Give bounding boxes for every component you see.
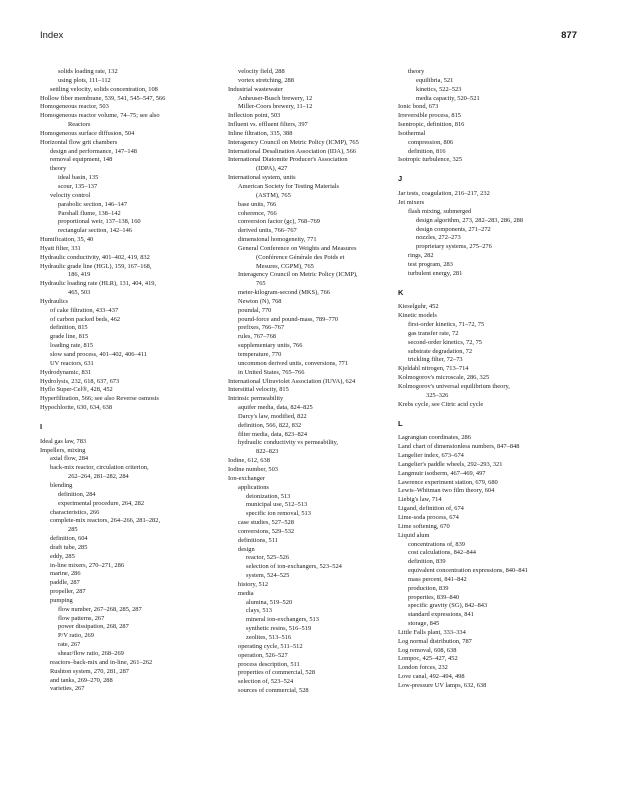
index-subentry: standard expressions, 841 [408, 611, 474, 619]
index-subentry: compression, 806 [408, 138, 454, 146]
index-subentry: temperature, 770 [238, 351, 282, 358]
index-entry: Isotropic turbulence, 325 [398, 156, 463, 164]
index-subentry: P/V ratio, 269 [58, 632, 94, 640]
index-subentry: theory [50, 165, 67, 173]
index-subentry: Anheuser-Busch brewery, 12 [238, 94, 313, 102]
index-subentry: Miller-Coors brewery, 11–12 [238, 103, 313, 111]
index-subentry: 262–264, 281–282, 284 [68, 473, 129, 481]
index-entry: Low-pressure UV lamps, 632, 638 [398, 682, 487, 689]
index-subentry: (IDPA), 427 [256, 165, 288, 173]
index-subentry: and tanks, 269–270, 288 [50, 676, 113, 684]
index-column-3 [398, 68, 578, 691]
index-subentry: kinetics, 522–523 [416, 85, 462, 93]
index-entry: Langelier index, 673–674 [398, 452, 464, 460]
index-entry: Hyperfiltration, 566; see also Reverse osmosis [40, 395, 159, 403]
index-entry: Hydraulic loading rate (HLR), 131, 404, 419, [40, 280, 157, 288]
index-entry: Hyatt filter, 331 [40, 244, 81, 252]
index-subentry: flow number, 267–268, 285, 287 [58, 605, 142, 613]
index-subentry: definition, 839 [408, 558, 446, 566]
index-entry: Log normal distribution, 787 [398, 637, 472, 645]
index-subentry: proportional weir, 137–138, 160 [58, 218, 141, 226]
index-subentry: removal equipment, 148 [50, 156, 113, 164]
page-header [40, 30, 577, 44]
index-subentry: reactor, 525–526 [246, 554, 290, 562]
running-head-section: Index [40, 30, 64, 41]
index-subentry: conversion factor (gc), 768–769 [238, 218, 320, 226]
index-subentry: definition, 566, 822, 832 [238, 421, 302, 429]
page-number: 877 [561, 30, 577, 41]
index-entry: Homogeneous reactor, 503 [40, 103, 109, 111]
index-subentry: Reactors [68, 121, 91, 129]
index-subentry: parabolic section, 146–147 [58, 200, 128, 208]
index-subentry: 822–823 [256, 448, 279, 456]
index-subentry: back-mix reactor, circulation criterion, [50, 464, 149, 472]
index-subentry: media [238, 589, 254, 597]
index-entry: Land chart of dimensionless numbers, 847–848 [398, 443, 520, 451]
index-entry: Jar tests, coagulation, 216–217, 232 [398, 190, 490, 198]
index-entry: Ligand, definition of, 674 [398, 505, 464, 513]
index-subentry: nozzles, 272–273 [416, 234, 461, 242]
index-subentry: prefixes, 766–767 [238, 324, 285, 332]
index-subentry: rectangular section, 142–146 [58, 227, 133, 235]
index-entry: Krebs cycle, see Citric acid cycle [398, 400, 484, 408]
index-subentry: scour, 135–137 [58, 182, 98, 190]
index-subentry: of cake filtration, 433–437 [50, 306, 119, 314]
index-subentry: coherence, 766 [238, 209, 277, 217]
index-subentry: complete-mix reactors, 264–266, 281–282, [50, 517, 161, 525]
index-subentry: aquifer media, data, 824–825 [238, 404, 313, 412]
index-subentry: alumina, 519–520 [246, 598, 293, 606]
index-subentry: 285 [68, 526, 78, 534]
index-entry: Love canal, 492–494, 498 [398, 673, 465, 681]
index-subentry: proprietary systems, 275–276 [416, 243, 492, 251]
section-letter: J [398, 174, 403, 184]
index-subentry: of carbon packed beds, 462 [50, 315, 121, 323]
index-subentry: system, 524–525 [246, 572, 290, 580]
section-letter: K [398, 287, 404, 297]
index-entry: Lime-soda process, 674 [398, 513, 459, 521]
index-subentry: in-line mixers, 270–271, 286 [50, 561, 125, 569]
index-subentry: deionization, 513 [246, 492, 291, 500]
index-subentry: sources of commercial, 528 [238, 687, 309, 695]
index-subentry: pound-force and pound-mass, 789–770 [238, 315, 339, 323]
index-subentry: marine, 286 [50, 570, 81, 578]
index-subentry: operation, 526–527 [238, 651, 288, 659]
index-subentry: equivalent concentration expressions, 840–841 [408, 567, 528, 575]
index-subentry: meter-kilogram-second (MKS), 766 [238, 289, 330, 297]
index-subentry: reactors–back-mix and in-line, 261–262 [50, 658, 153, 666]
index-subentry: conversions, 529–532 [238, 527, 295, 535]
index-subentry: rules, 767–768 [238, 333, 276, 341]
index-subentry: Parshall flume, 138–142 [58, 209, 121, 217]
index-entry: Liebig's law, 714 [398, 496, 442, 504]
index-entry: Kolmogorov's universal equilibrium theory, [398, 383, 510, 390]
index-subentry: theory [408, 68, 425, 75]
index-subentry: UV reactors, 631 [50, 359, 94, 367]
index-subentry: solids loading rate, 132 [58, 68, 118, 75]
index-entry: Lawrence experiment station, 679, 680 [398, 478, 498, 486]
index-entry: Humification, 35, 40 [40, 236, 94, 244]
index-subentry: filter media, data, 823–824 [238, 430, 308, 438]
index-subentry: American Society for Testing Materials [238, 182, 339, 190]
index-subentry: zeolites, 513–516 [246, 634, 292, 641]
index-entry: Lewis–Whitman two film theory, 604 [398, 487, 495, 495]
index-subentry: dimensional homogeneity, 771 [238, 236, 317, 244]
index-subentry: definition, 815 [50, 324, 88, 332]
index-subentry: design components, 271–272 [416, 225, 491, 233]
index-subentry: properties of commercial, 528 [238, 669, 316, 677]
index-subentry: second-order kinetics, 72, 75 [408, 338, 483, 346]
index-subentry: blending [50, 481, 73, 489]
index-subentry: pumping [50, 596, 73, 604]
index-subentry: selection of, 523–524 [238, 678, 294, 686]
index-subentry: loading rate, 815 [50, 342, 94, 350]
index-subentry: eddy, 285 [50, 552, 75, 560]
index-subentry: test program, 283 [408, 260, 453, 268]
index-entry: Homogeneous reactor volume, 74–75; see also [40, 112, 160, 120]
index-subentry: rings, 282 [408, 252, 434, 260]
index-subentry: (Conférence Générale des Poids et [256, 253, 345, 261]
index-subentry: specific ion removal, 513 [246, 510, 311, 518]
index-entry: Ideal gas law, 783 [40, 437, 87, 445]
index-subentry: Interagency Council on Metric Policy (ICMP), [238, 271, 358, 279]
index-subentry: draft tube, 285 [50, 543, 88, 551]
index-entry: Isentropic, definition, 816 [398, 121, 465, 129]
index-entry: Isothermal [398, 129, 426, 137]
index-subentry: flash mixing, submerged [408, 207, 472, 215]
index-subentry: 465, 503 [68, 289, 91, 297]
index-subentry: applications [238, 483, 269, 491]
index-entry: Hollow fiber membrane, 539, 541, 545–547, 566 [40, 94, 166, 102]
index-subentry: mass percent, 841–842 [408, 575, 467, 583]
index-subentry: Newton (N), 768 [238, 297, 282, 305]
index-subentry: velocity field, 288 [238, 68, 285, 75]
index-subentry: concentrations of, 839 [408, 540, 465, 548]
index-subentry: first-order kinetics, 71–72, 75 [408, 321, 485, 329]
index-subentry: characteristics, 266 [50, 508, 100, 516]
index-entry: Kolmogorov's microscale, 286, 325 [398, 374, 490, 382]
index-subentry: gas transfer rate, 72 [408, 329, 459, 337]
index-subentry: mineral ion-exchangers, 513 [246, 616, 319, 624]
index-subentry: axial flow, 284 [50, 455, 89, 463]
index-entry: Influent vs. effluent filters, 397 [228, 121, 308, 129]
index-subentry: history, 512 [238, 580, 269, 588]
index-subentry: Darcy's law, modified, 822 [238, 412, 307, 420]
index-subentry: experimental procedure, 264, 282 [58, 499, 145, 507]
index-subentry: (ASTM), 765 [256, 191, 291, 199]
index-subentry: definition, 816 [408, 147, 446, 155]
index-entry: Lagrangian coordinates, 286 [398, 434, 471, 442]
index-entry: International Desalination Association (IDA), 566 [228, 147, 356, 155]
index-subentry: synthetic resins, 516–519 [246, 625, 312, 633]
index-entry: Inline filtration, 335, 388 [228, 129, 293, 137]
index-entry: Horizontal flow grit chambers [40, 138, 118, 146]
index-subentry: process description, 511 [238, 660, 300, 668]
index-column-2 [228, 68, 400, 696]
index-subentry: vortex stretching, 288 [238, 76, 294, 84]
index-subentry: using plots, 111–112 [58, 76, 111, 84]
index-entry: Industrial wastewater [228, 85, 283, 93]
index-entry: Hydraulics [40, 297, 69, 305]
index-subentry: properties, 839–840 [408, 593, 460, 601]
index-entry: Inflection point, 503 [228, 112, 281, 120]
index-entry: Lompoc, 425–427, 452 [398, 655, 458, 663]
index-subentry: trickling filter, 72–73 [408, 356, 463, 364]
index-subentry: base units, 766 [238, 200, 277, 208]
index-entry: International Diatomite Producer's Association [228, 156, 348, 164]
index-subentry: rate, 267 [58, 641, 81, 649]
index-subentry: cost calculations, 842–844 [408, 549, 476, 557]
index-entry: Ionic bond, 673 [398, 103, 439, 111]
index-subentry: production, 839 [408, 584, 449, 592]
index-entry: Log removal, 608, 638 [398, 646, 457, 654]
index-subentry: poundal, 770 [238, 306, 272, 314]
index-subentry: municipal use, 512–513 [246, 501, 308, 509]
index-subentry: definition, 284 [58, 490, 96, 498]
index-subentry: uncommon derived units, conversions, 771 [238, 359, 349, 367]
index-subentry: 186, 419 [68, 271, 91, 279]
index-column-1 [40, 68, 220, 694]
index-subentry: supplementary units, 766 [238, 342, 303, 350]
index-subentry: flow patterns, 267 [58, 614, 105, 622]
index-subentry: case studies, 527–528 [238, 519, 294, 527]
index-entry: Interagency Council on Metric Policy (ICMP), 765 [228, 138, 359, 146]
index-subentry: design and performance, 147–148 [50, 147, 137, 155]
index-entry: Langmuir isotherm, 467–469, 497 [398, 469, 486, 477]
index-subentry: grade line, 815 [50, 333, 89, 341]
section-letter: I [40, 421, 43, 431]
index-subentry: selection of ion-exchangers, 523–524 [246, 563, 342, 571]
index-entry: Kjeldahl nitrogen, 713–714 [398, 365, 469, 373]
section-letter: L [398, 418, 403, 428]
index-entry: Little Falls plant, 333–334 [398, 628, 466, 636]
index-subentry: definition, 604 [50, 535, 88, 543]
index-entry: Lime softening, 670 [398, 522, 450, 530]
index-subentry: Mesures, CGPM), 765 [256, 262, 314, 270]
index-subentry: design algorithm, 273, 282–283, 286, 288 [416, 216, 524, 224]
index-entry: Interstitial velocity, 815 [228, 386, 289, 394]
index-entry: Impellers, mixing [40, 446, 86, 454]
index-subentry: design [238, 545, 255, 553]
index-subentry: in United States, 765–766 [238, 368, 305, 376]
index-entry: Iodine number, 503 [228, 465, 278, 473]
index-subentry: ideal basin, 135 [58, 174, 99, 182]
index-subentry: velocity control [50, 191, 91, 199]
index-entry: Kinetic models [398, 312, 437, 320]
index-subentry: media capacity, 520–521 [416, 94, 480, 102]
index-entry: Kieselguhr, 452 [398, 303, 439, 311]
index-entry: London forces, 232 [398, 664, 448, 672]
index-subentry: hydraulic conductivity vs permeability, [238, 439, 339, 447]
index-subentry: clays, 513 [246, 607, 272, 615]
index-entry: Hydraulic grade line (HGL), 159, 167–168, [40, 262, 152, 270]
index-subentry: propeller, 287 [50, 588, 86, 596]
index-entry: Hydraulic conductivity, 401–402, 419, 832 [40, 253, 150, 261]
index-subentry: substrate degradation, 72 [408, 347, 473, 355]
index-subentry: equilibria, 521 [416, 76, 454, 84]
index-entry: Liquid alum [398, 531, 430, 539]
index-subentry: turbulent energy, 281 [408, 269, 463, 277]
index-entry: Homogeneous surface diffusion, 504 [40, 129, 135, 137]
index-subentry: slow sand process, 401–402, 406–411 [50, 351, 148, 358]
index-subentry: storage, 845 [408, 620, 440, 628]
index-subentry: Rushton system, 270, 281, 287 [50, 667, 129, 675]
index-subentry: 765 [256, 280, 266, 288]
index-subentry: 325–326 [426, 391, 449, 399]
index-entry: Hydrolysis, 232, 618, 637, 673 [40, 377, 120, 385]
index-entry: Langelier's paddle wheels, 292–293, 321 [398, 460, 503, 468]
index-entry: Hydrodynamic, 831 [40, 368, 92, 376]
index-entry: Iodine, 612, 638 [228, 457, 270, 465]
index-subentry: derived units, 766–767 [238, 227, 297, 235]
index-subentry: General Conference on Weights and Measures [238, 244, 357, 252]
index-entry: Intrinsic permeability [228, 395, 284, 403]
index-subentry: operating cycle, 511–512 [238, 642, 303, 650]
index-entry: International Ultraviolet Association (IUVA), 624 [228, 377, 356, 385]
index-subentry: shear/flow ratio, 268–269 [58, 650, 124, 657]
index-entry: International system, units [228, 174, 296, 182]
index-subentry: paddle, 287 [50, 579, 80, 587]
index-entry: Hyflo Super-Cel®, 428, 452 [40, 386, 113, 394]
index-entry: Irreversible process, 815 [398, 112, 461, 120]
index-subentry: varieties, 267 [50, 685, 85, 693]
index-subentry: power dissipation, 268, 287 [58, 623, 129, 631]
index-entry: Hypochlorite, 630, 634, 638 [40, 404, 113, 412]
index-entry: Ion-exchanger [228, 474, 265, 482]
index-subentry: settling velocity, solids concentration, 108 [50, 85, 158, 93]
index-subentry: specific gravity (SG), 842–843 [408, 602, 488, 610]
index-subentry: definitions, 511 [238, 536, 278, 544]
index-entry: Jet mixers [398, 198, 425, 206]
